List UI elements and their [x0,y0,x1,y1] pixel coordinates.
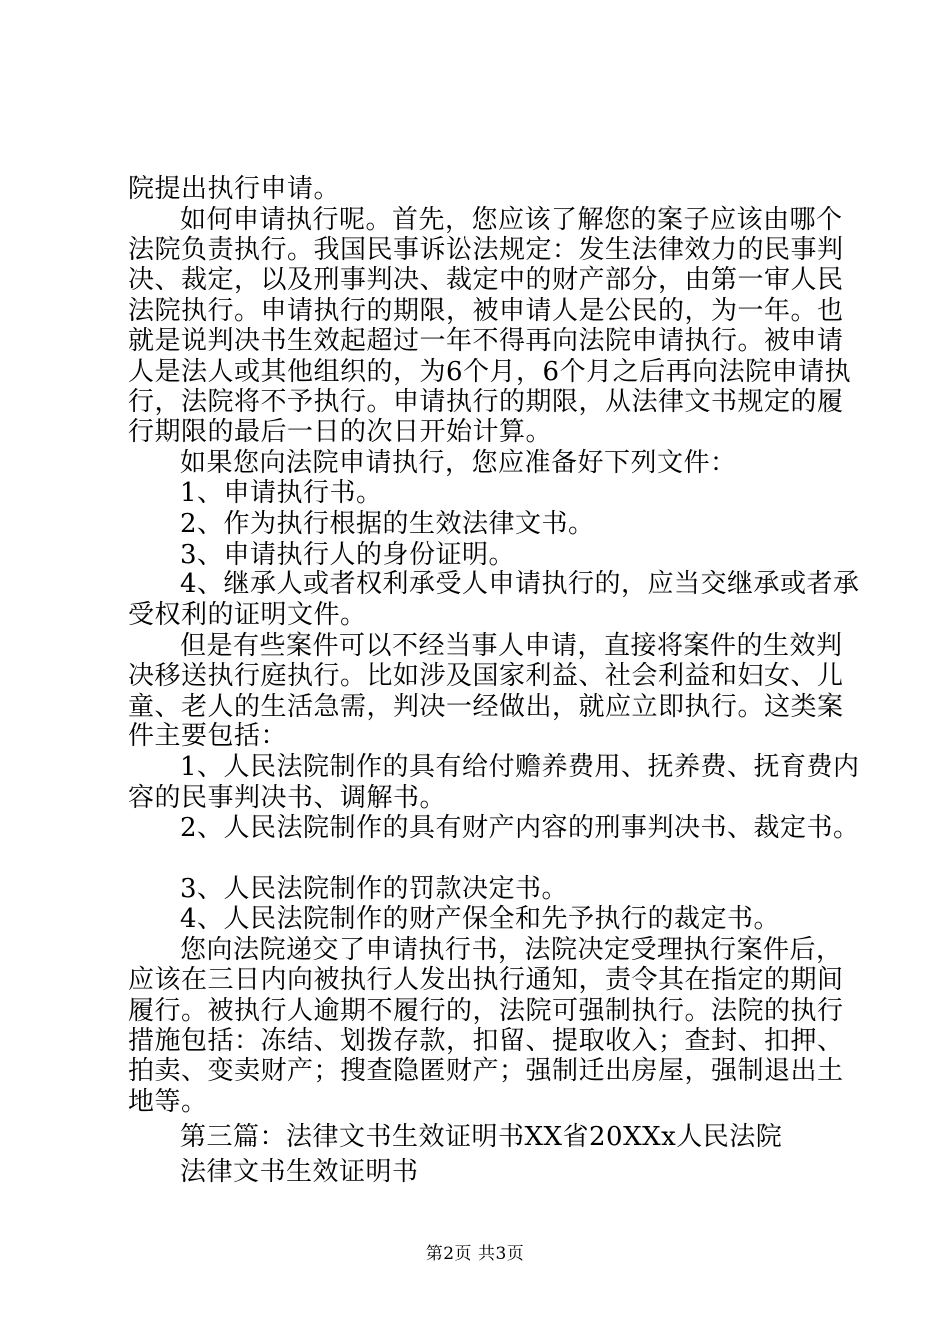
text-line: 就是说判决书生效起超过一年不得再向法院申请执行。被申请 [128,326,844,356]
page-footer: 第2页 共3页 [425,1244,525,1264]
list-item: 4、人民法院制作的财产保全和先予执行的裁定书。 [180,904,781,934]
text-line: 您向法院递交了申请执行书，法院决定受理执行案件后， [180,935,843,965]
list-item: 1、人民法院制作的具有给付赡养费用、抚养费、抚育费内 [180,752,860,782]
list-item: 2、人民法院制作的具有财产内容的刑事判决书、裁定书。 [180,813,860,843]
text-line: 受权利的证明文件。 [128,600,367,630]
text-line: 件主要包括： [128,721,288,751]
text-line: 拍卖、变卖财产；搜查隐匿财产；强制迁出房屋，强制退出土 [128,1056,844,1086]
section-heading: 第三篇：法律文书生效证明书XX省20XXx人民法院 [180,1122,783,1152]
text-line: 法院执行。申请执行的期限，被申请人是公民的，为一年。也 [128,296,844,326]
text-line: 决、裁定，以及刑事判决、裁定中的财产部分，由第一审人民 [128,265,844,295]
section-subheading: 法律文书生效证明书 [180,1157,419,1187]
list-item: 3、申请执行人的身份证明。 [180,540,516,570]
text-line: 但是有些案件可以不经当事人申请，直接将案件的生效判 [180,631,843,661]
text-line: 如何申请执行呢。首先，您应该了解您的案子应该由哪个 [180,205,843,235]
text-line: 应该在三日内向被执行人发出执行通知，责令其在指定的期间 [128,965,844,995]
text-line: 行期限的最后一日的次日开始计算。 [128,417,553,447]
text-line: 容的民事判决书、调解书。 [128,783,447,813]
list-item: 4、继承人或者权利承受人申请执行的，应当交继承或者承 [180,569,860,599]
list-item: 3、人民法院制作的罚款决定书。 [180,874,569,904]
text-line: 措施包括：冻结、划拨存款，扣留、提取收入；查封、扣押、 [128,1026,844,1056]
list-item: 2、作为执行根据的生效法律文书。 [180,509,595,539]
text-line: 院提出执行申请。 [128,174,341,204]
text-line: 行，法院将不予执行。申请执行的期限，从法律文书规定的履 [128,387,844,417]
text-line: 履行。被执行人逾期不履行的，法院可强制执行。法院的执行 [128,996,844,1026]
text-line: 决移送执行庭执行。比如涉及国家利益、社会利益和妇女、儿 [128,661,844,691]
text-line: 地等。 [128,1087,208,1117]
text-line: 童、老人的生活急需，判决一经做出，就应立即执行。这类案 [128,692,844,722]
text-line: 如果您向法院申请执行，您应准备好下列文件： [180,448,737,478]
text-line: 人是法人或其他组织的，为6个月，6个月之后再向法院申请执 [128,357,852,387]
list-item: 1、申请执行书。 [180,478,383,508]
text-line: 法院负责执行。我国民事诉讼法规定：发生法律效力的民事判 [128,235,844,265]
